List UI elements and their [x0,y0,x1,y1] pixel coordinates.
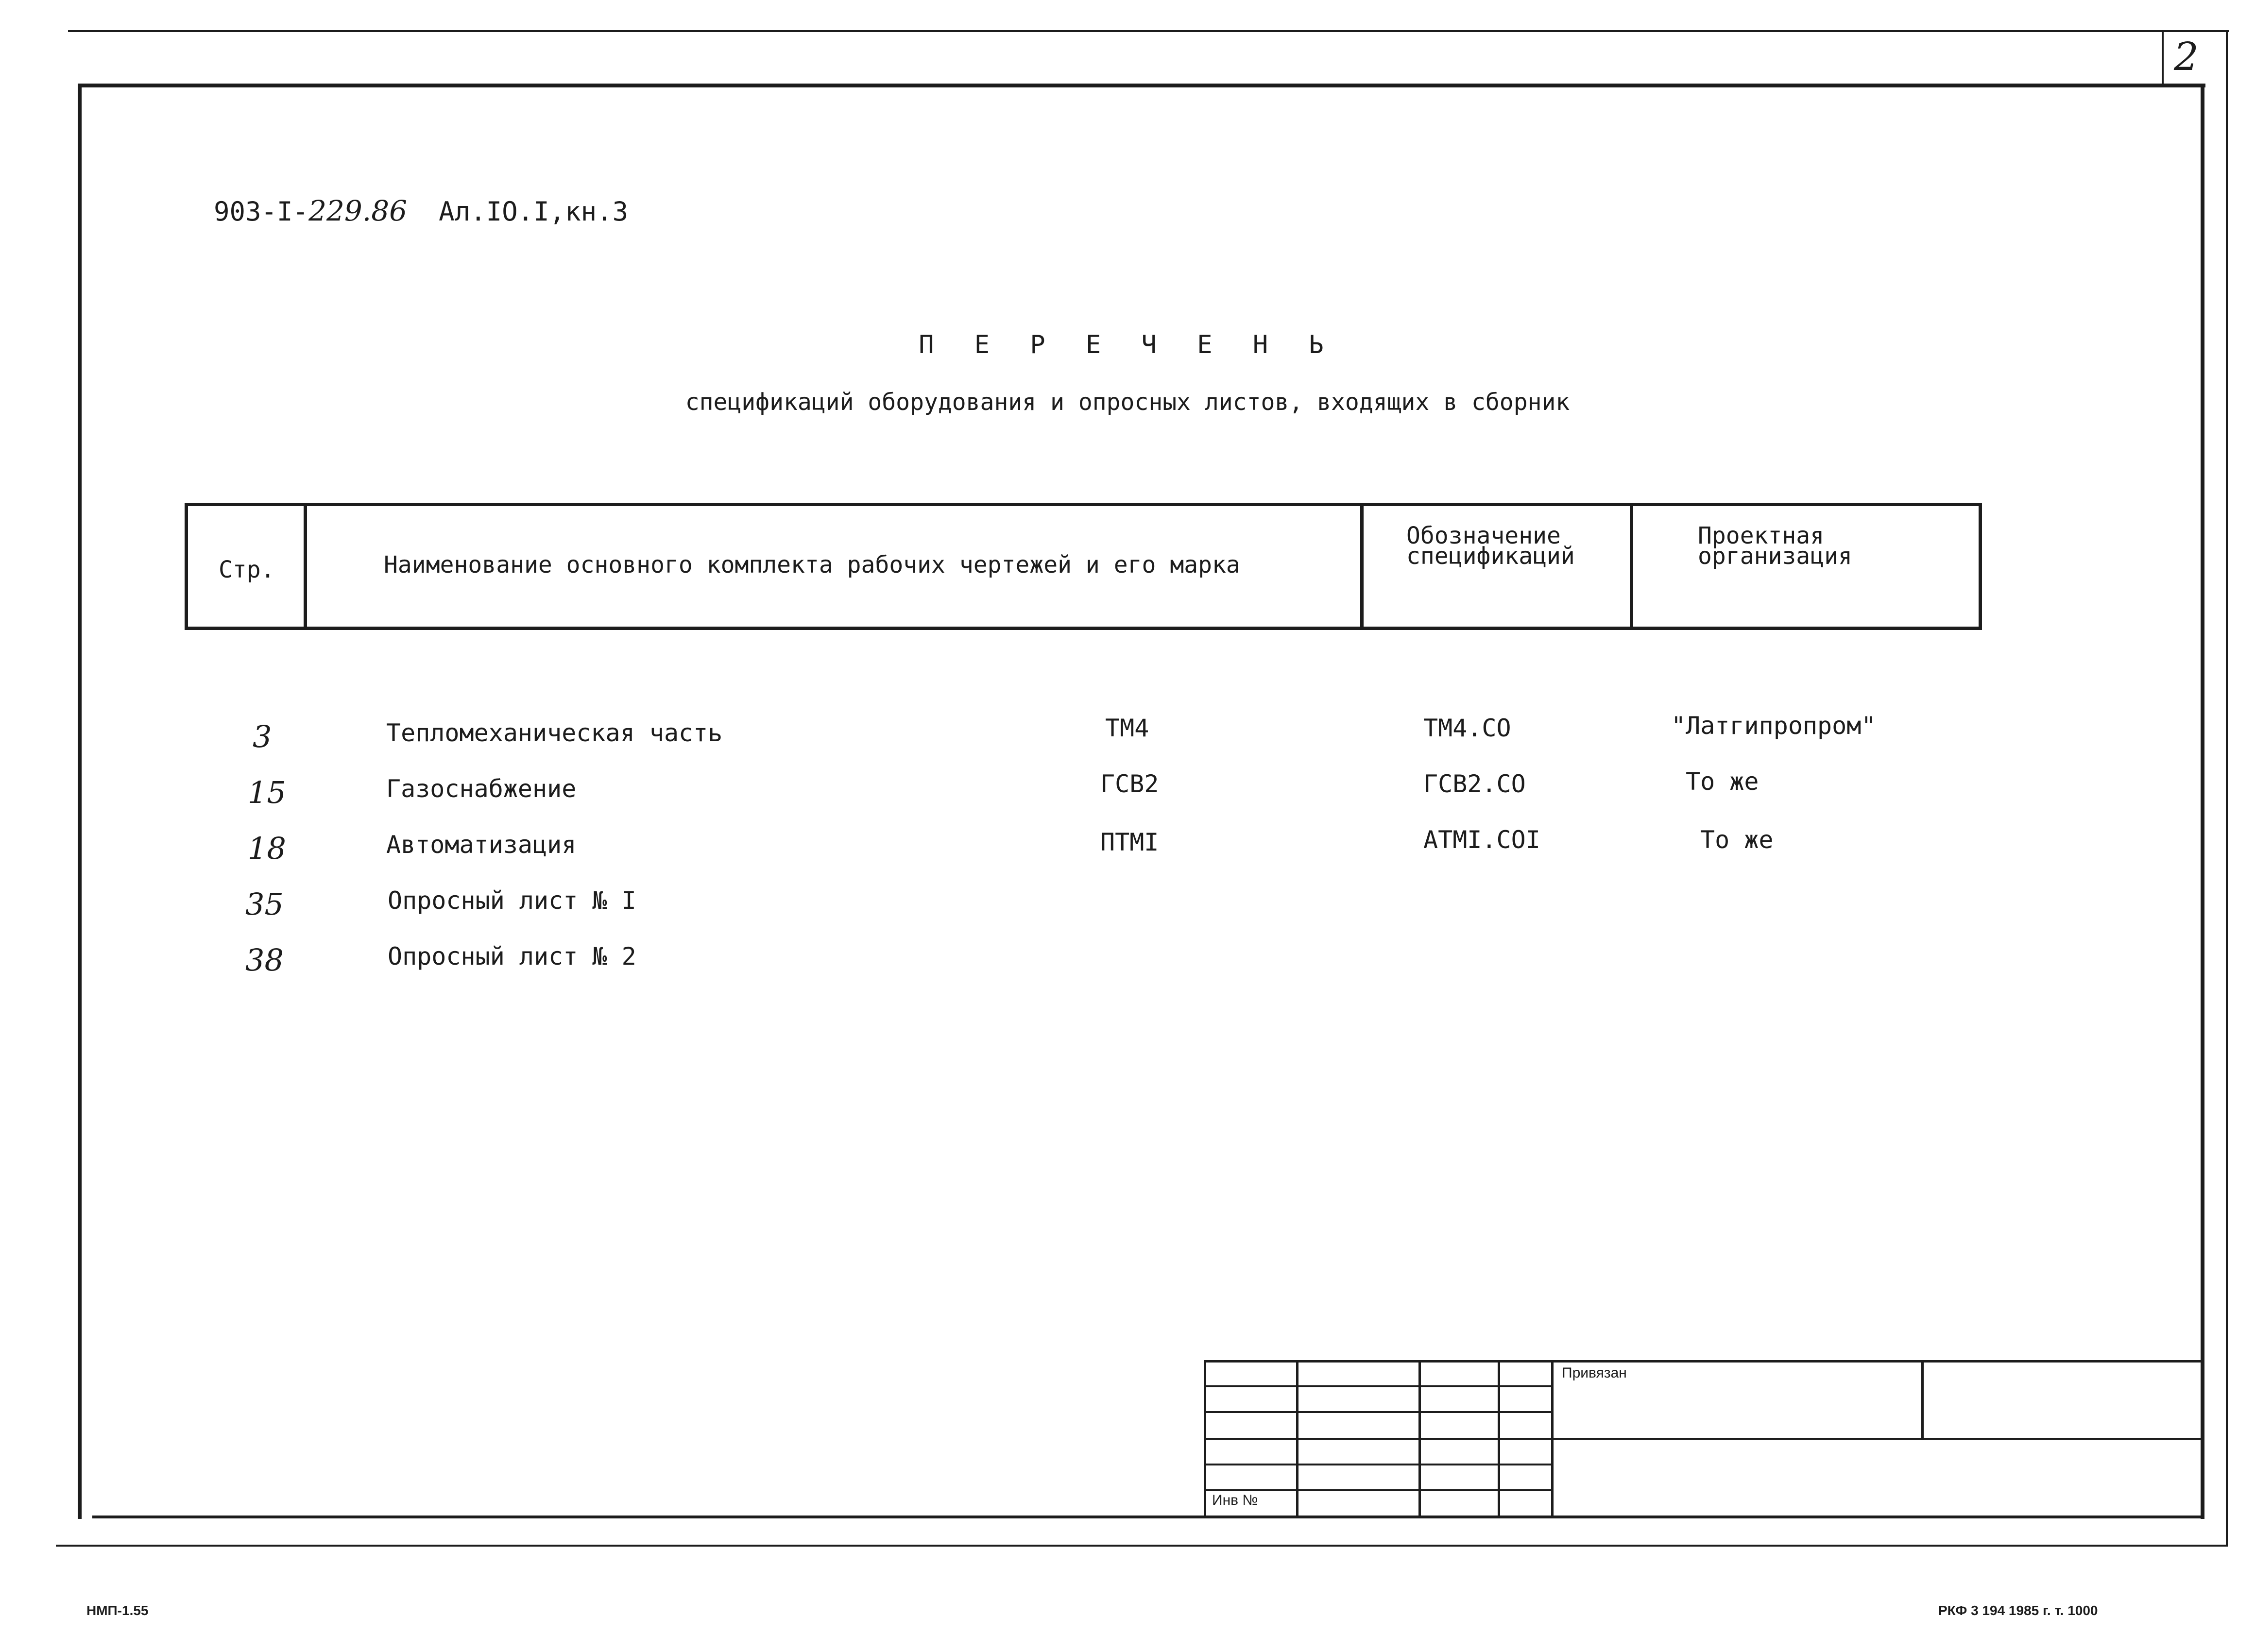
header-col-spec-line2: спецификаций [1406,543,1575,570]
tb-row-4 [1205,1464,1552,1465]
row-page: 38 [245,942,284,978]
row-name: Газоснабжение [386,775,577,803]
row-mark: ТМ4 [1105,714,1149,742]
page-title: П Е Р Е Ч Е Н Ь [919,330,1336,359]
row-name: Автоматизация [386,831,577,859]
tb-attached-label: Привязан [1562,1365,1627,1381]
tb-row-3 [1205,1438,2201,1440]
frame-right [2201,84,2204,1519]
album-reference: Ал.IO.I,кн.3 [439,196,629,227]
row-name: Тепломеханическая часть [386,719,723,747]
header-divider-1 [304,503,307,630]
row-page: 18 [248,831,286,866]
page-number: 2 [2174,34,2199,79]
header-border-right [1979,503,1982,630]
frame-bottom [92,1516,2204,1518]
document-code [214,194,628,227]
header-divider-2 [1360,503,1364,630]
page-subtitle: спецификаций оборудования и опросных листов, входящих в сборник [685,389,1570,416]
row-spec: ТМ4.СО [1423,714,1511,742]
row-name: Опросный лист № 2 [388,942,636,971]
tb-row-2 [1205,1411,1552,1413]
document-code-prefix: 903-I- [214,196,309,227]
document-code-number: 229.86 [308,194,408,227]
row-org: То же [1700,826,1774,854]
row-mark: ГСВ2 [1100,770,1159,798]
row-org: "Латгипропром" [1671,712,1876,740]
tb-row-1 [1205,1385,1552,1387]
row-page: 15 [248,775,286,810]
header-border-bottom [185,627,1982,630]
tb-top [1205,1360,2201,1362]
frame-left [78,84,82,1519]
header-divider-3 [1630,503,1633,630]
row-mark: ПТМI [1100,828,1159,856]
row-page: 3 [253,719,272,754]
header-col-name: Наименование основного комплекта рабочих чертежей и его марка [384,551,1240,579]
footer-form-code: НМП-1.55 [86,1603,149,1618]
frame-outer-right [2226,30,2228,1547]
header-col-org-line2: организация [1698,543,1852,570]
frame-outer-bottom [56,1545,2227,1547]
tb-row-5 [1205,1489,1552,1491]
tb-col-5 [1921,1360,1924,1440]
row-spec: АТМI.СОI [1423,826,1540,854]
frame-top-outer [68,30,2229,32]
footer-print-info: РКФ 3 194 1985 г. т. 1000 [1938,1603,2098,1618]
tb-inventory-label: Инв № [1212,1492,1258,1508]
frame-top [78,84,2205,87]
row-spec: ГСВ2.СО [1423,770,1526,798]
row-page: 35 [245,886,284,922]
row-org: То же [1686,767,1759,796]
header-border-left [185,503,188,630]
row-name: Опросный лист № I [388,886,636,915]
header-col-org-line1: Проектная [1698,522,1825,549]
header-border-top [185,503,1982,506]
header-col-page: Стр. [219,556,275,583]
page-number-box-left [2162,30,2164,85]
header-col-spec-line1: Обозначение [1406,522,1561,549]
